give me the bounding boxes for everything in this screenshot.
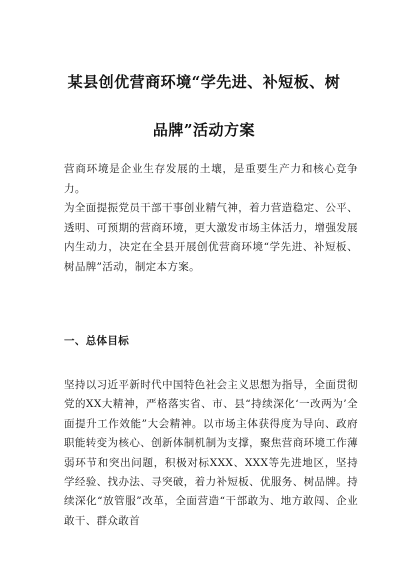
section-1-body	[64, 376, 358, 531]
document-title-line-2: 品牌”活动方案	[152, 121, 256, 139]
section-heading-overall-goal: 一、总体目标	[64, 335, 130, 347]
section-1-paragraph-1: 坚持以习近平新时代中国特色社会主义思想为指导，全面贯彻党的XX大精神，严格落实省、市、县“持续深化‘一改两为’全面提升工作效能”大会精神。以市场主体获得度为导向、政府职能转变为核心、创新体制机制为支撑，聚焦营商环境工作薄弱环节和突出问题，积极对标XXX、XXX等先进地区，坚持学经验、找办法、寻突破，着力补短板、优服务、树品牌。持续深化“放管服”改革，全面营造“干部敢为、地方敢闯、企业敢干、群众敢首	[64, 379, 358, 527]
document-title-line-1: 某县创优营商环境“学先进、补短板、树	[67, 73, 341, 91]
intro-paragraph-1: 营商环境是企业生存发展的土壤，是重要生产力和核心竞争力。	[64, 163, 358, 195]
intro-paragraph-2: 为全面提振党员干部干事创业精气神，着力营造稳定、公平、透明、可预期的营商环境，更大激发市场主体活力，增强发展内生动力，决定在全县开展创优营商环境“学先进、补短板、树品牌”活动，制定本方案。	[64, 202, 358, 273]
intro-section	[64, 160, 358, 278]
